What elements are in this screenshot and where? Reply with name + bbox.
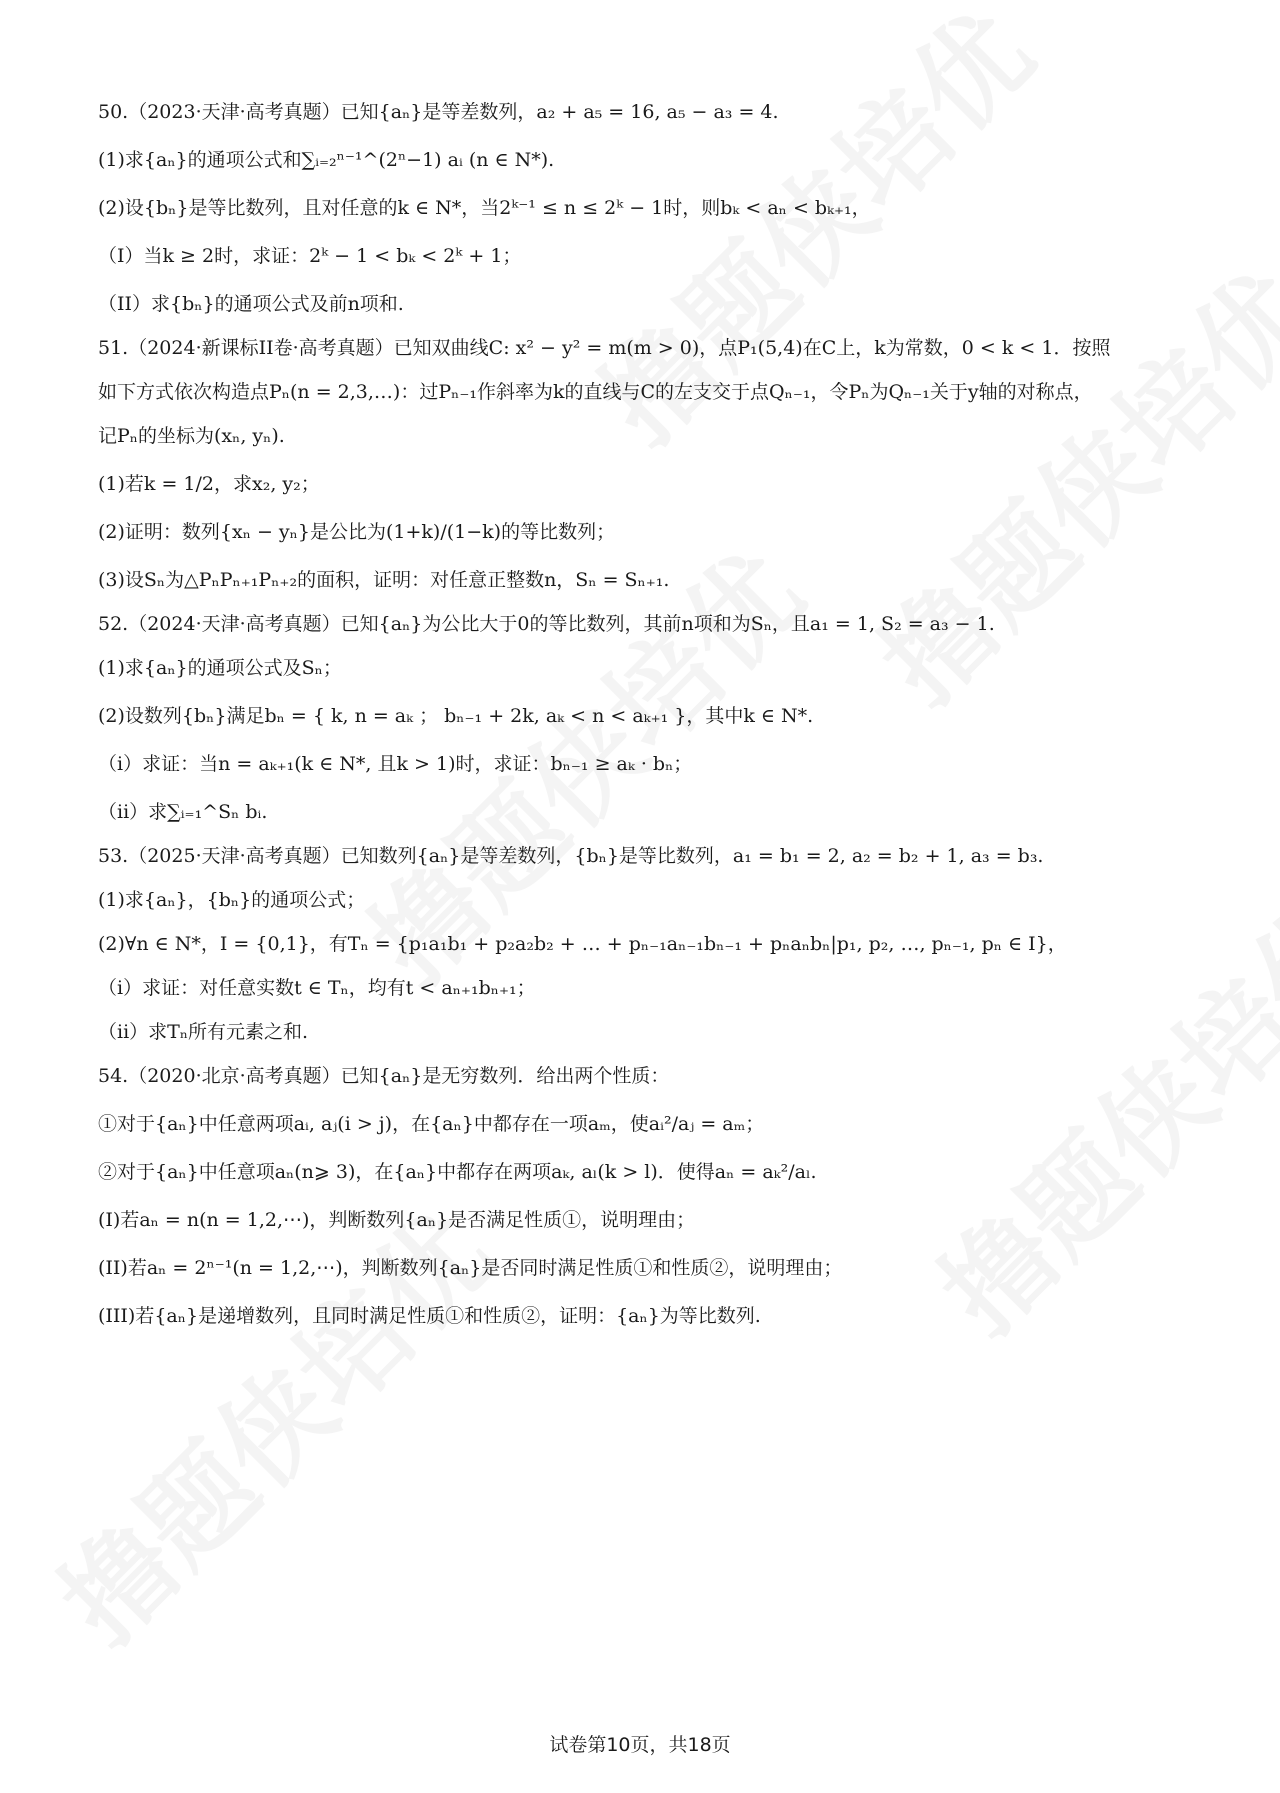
question-list: [98, 100, 1208, 1328]
question-part: (2)∀n ∈ N*，I = {0,1}，有Tₙ = {p₁a₁b₁ + p₂a₂b₂ + … + pₙ₋₁aₙ₋₁bₙ₋₁ + pₙaₙbₙ|p₁, p₂, …, pₙ₋₁, pₙ ∈ I}，: [98, 933, 1067, 955]
question-50: [98, 100, 1208, 316]
question-part: （ii）求Tₙ所有元素之和.: [98, 1021, 309, 1043]
question-header: 50.（2023·天津·高考真题）已知{aₙ}是等差数列，a₂ + a₅ = 16, a₅ − a₃ = 4.: [98, 101, 779, 123]
question-part: (II)若aₙ = 2ⁿ⁻¹(n = 1,2,⋯)，判断数列{aₙ}是否同时满足性质①和性质②，说明理由；: [98, 1257, 843, 1279]
question-part: （i）求证：对任意实数t ∈ Tₙ，均有t < aₙ₊₁bₙ₊₁；: [98, 977, 536, 999]
question-text: 如下方式依次构造点Pₙ(n = 2,3,…)：过Pₙ₋₁作斜率为k的直线与C的左支交于点Qₙ₋₁，令Pₙ为Qₙ₋₁关于y轴的对称点，: [98, 381, 1093, 403]
question-text: 记Pₙ的坐标为(xₙ, yₙ).: [98, 425, 285, 447]
question-part: (III)若{aₙ}是递增数列，且同时满足性质①和性质②，证明：{aₙ}为等比数列.: [98, 1305, 761, 1327]
question-part: (1)求{aₙ}的通项公式和∑ᵢ₌₂ⁿ⁻¹^(2ⁿ−1) aᵢ (n ∈ N*).: [98, 149, 555, 171]
question-part: (I)若aₙ = n(n = 1,2,⋯)，判断数列{aₙ}是否满足性质①，说明理由；: [98, 1209, 696, 1231]
question-part: (1)若k = 1/2，求x₂, y₂；: [98, 473, 320, 495]
question-54: [98, 1064, 1208, 1328]
question-part: （II）求{bₙ}的通项公式及前n项和.: [98, 293, 404, 315]
question-header: 51.（2024·新课标II卷·高考真题）已知双曲线C: x² − y² = m(m > 0)，点P₁(5,4)在C上，k为常数，0 < k < 1．按照: [98, 337, 1111, 359]
question-52: [98, 612, 1208, 824]
question-53: [98, 844, 1208, 1044]
question-part: （I）当k ≥ 2时，求证：2ᵏ − 1 < bₖ < 2ᵏ + 1；: [98, 245, 522, 267]
question-header: 54.（2020·北京·高考真题）已知{aₙ}是无穷数列．给出两个性质：: [98, 1065, 670, 1087]
question-header: 53.（2025·天津·高考真题）已知数列{aₙ}是等差数列，{bₙ}是等比数列，a₁ = b₁ = 2, a₂ = b₂ + 1, a₃ = b₃.: [98, 845, 1044, 867]
question-part: （i）求证：当n = aₖ₊₁(k ∈ N*, 且k > 1)时，求证：bₙ₋₁ ≥ aₖ · bₙ；: [98, 753, 693, 775]
question-part: (1)求{aₙ}，{bₙ}的通项公式；: [98, 889, 366, 911]
question-part: (1)求{aₙ}的通项公式及Sₙ；: [98, 657, 342, 679]
question-51: [98, 336, 1208, 592]
question-property: ②对于{aₙ}中任意项aₙ(n⩾ 3)，在{aₙ}中都存在两项aₖ, aₗ(k > l)．使得aₙ = aₖ²/aₗ.: [98, 1161, 817, 1183]
question-property: ①对于{aₙ}中任意两项aᵢ, aⱼ(i > j)，在{aₙ}中都存在一项aₘ，使aᵢ²/aⱼ = aₘ；: [98, 1113, 765, 1135]
question-part: (3)设Sₙ为△PₙPₙ₊₁Pₙ₊₂的面积，证明：对任意正整数n，Sₙ = Sₙ₊₁.: [98, 569, 670, 591]
question-header: 52.（2024·天津·高考真题）已知{aₙ}为公比大于0的等比数列，其前n项和为Sₙ，且a₁ = 1, S₂ = a₃ − 1.: [98, 613, 995, 635]
page-footer: 试卷第10页，共18页: [549, 1734, 731, 1756]
question-part: (2)设数列{bₙ}满足bₙ = { k, n = aₖ ； bₙ₋₁ + 2k, aₖ < n < aₖ₊₁ }，其中k ∈ N*.: [98, 705, 814, 727]
question-part: (2)设{bₙ}是等比数列，且对任意的k ∈ N*，当2ᵏ⁻¹ ≤ n ≤ 2ᵏ − 1时，则bₖ < aₙ < bₖ₊₁，: [98, 197, 871, 219]
question-part: （ii）求∑ᵢ₌₁^Sₙ bᵢ.: [98, 801, 268, 823]
question-part: (2)证明：数列{xₙ − yₙ}是公比为(1+k)/(1−k)的等比数列；: [98, 521, 616, 543]
